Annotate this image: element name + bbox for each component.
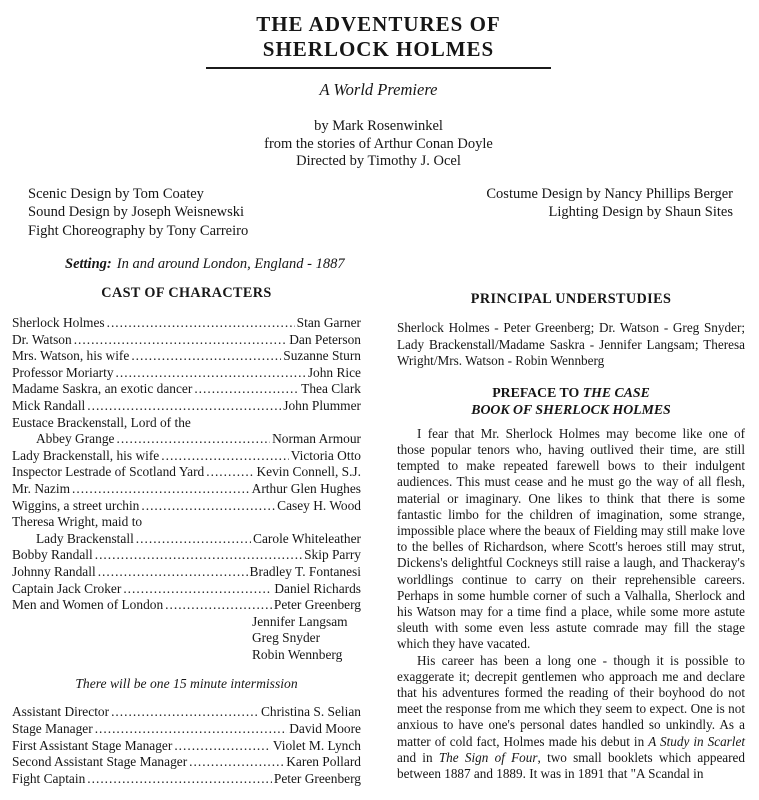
cast-row xyxy=(12,348,361,365)
role-name: Lady Brackenstall, his wife xyxy=(12,447,160,463)
design-credits-right xyxy=(486,185,733,241)
understudies-text: Sherlock Holmes - Peter Greenberg; Dr. Watson - Greg Snyder; Lady Brackenstall/Madame Saskra - Jennifer Langsam; Theresa Wright/Mrs. Watson - Robin Wennberg xyxy=(397,320,745,369)
actor-name: Peter Greenberg xyxy=(273,770,361,786)
staff-row xyxy=(12,704,361,721)
dot-leader xyxy=(98,564,248,581)
preface-paragraph xyxy=(397,426,745,653)
director-byline: Directed by Timothy J. Ocel xyxy=(296,153,461,169)
dot-leader xyxy=(174,738,271,755)
cast-row xyxy=(12,630,361,647)
actor-name: Dan Peterson xyxy=(289,331,361,347)
actor-name: Carole Whiteleather xyxy=(253,530,361,546)
actor-name: Victoria Otto xyxy=(290,447,361,463)
role-name: First Assistant Stage Manager xyxy=(12,737,173,753)
cast-row xyxy=(12,381,361,398)
cast-row xyxy=(12,315,361,332)
role-name: Sherlock Holmes xyxy=(12,315,105,330)
dot-leader xyxy=(95,547,302,564)
dot-leader xyxy=(87,398,281,415)
dot-leader xyxy=(136,531,251,548)
actor-name: John Rice xyxy=(307,364,361,380)
design-credits xyxy=(12,185,745,241)
text-run: , two small booklets which appeared between 1887 and 1889. It was in 1891 that "A Scandal in xyxy=(397,749,746,782)
byline-block xyxy=(12,118,745,171)
role-name: Fight Captain xyxy=(12,770,86,786)
preface-heading-plain: PREFACE TO xyxy=(492,384,580,400)
dot-leader xyxy=(74,332,288,349)
role-name: Eustace Brackenstall, Lord of the xyxy=(12,414,191,430)
cast-row xyxy=(12,647,361,664)
role-name: Mrs. Watson, his wife xyxy=(12,348,130,364)
staff-row xyxy=(12,754,361,771)
preface-paragraph xyxy=(397,653,745,783)
actor-name: Stan Garner xyxy=(296,315,361,330)
premiere-note: A World Premiere xyxy=(319,80,438,99)
role-name: Captain Jack Croker xyxy=(12,580,122,596)
cast-row xyxy=(12,365,361,382)
cast-row xyxy=(12,581,361,598)
actor-name: Robin Wennberg xyxy=(252,646,343,662)
role-name: Johnny Randall xyxy=(12,563,96,579)
dot-leader xyxy=(72,481,250,498)
dot-leader xyxy=(141,498,275,515)
credit-line: Lighting Design by Shaun Sites xyxy=(548,204,733,220)
role-name: Mick Randall xyxy=(12,397,86,413)
dot-leader xyxy=(116,431,270,448)
role-name: Second Assistant Stage Manager xyxy=(12,754,188,770)
role-name: Stage Manager xyxy=(12,721,93,737)
preface-heading xyxy=(397,384,745,418)
actor-name: Skip Parry xyxy=(304,547,361,563)
dot-leader xyxy=(111,704,259,721)
cast-row xyxy=(12,415,361,432)
cast-row xyxy=(12,531,361,548)
dot-leader xyxy=(161,448,289,465)
role-name: Assistant Director xyxy=(12,704,110,720)
source-byline: from the stories of Arthur Conan Doyle xyxy=(264,135,493,152)
role-name: Madame Saskra, an exotic dancer xyxy=(12,381,193,397)
cast-row xyxy=(12,398,361,415)
cast-list xyxy=(12,315,361,663)
dot-leader xyxy=(165,597,272,614)
book-title: A Study in Scarlet xyxy=(648,733,745,749)
actor-name: Casey H. Wood xyxy=(277,497,361,513)
actor-name: Thea Clark xyxy=(301,381,361,397)
credit-line: Costume Design by Nancy Phillips Berger xyxy=(486,185,733,202)
actor-name: Bradley T. Fontanesi xyxy=(249,563,361,579)
cast-row xyxy=(12,481,361,498)
role-name: Lady Brackenstall xyxy=(36,530,134,546)
cast-row xyxy=(12,332,361,349)
actor-name: Jennifer Langsam xyxy=(252,613,348,629)
design-credits-left xyxy=(28,185,248,241)
actor-name: Karen Pollard xyxy=(286,754,361,770)
actor-name: Peter Greenberg xyxy=(273,597,361,613)
cast-row xyxy=(12,431,361,448)
title-rule xyxy=(206,67,551,69)
dot-leader xyxy=(87,771,272,788)
actor-name: Violet M. Lynch xyxy=(272,737,361,753)
role-name: Wiggins, a street urchin xyxy=(12,497,140,513)
masthead xyxy=(12,12,745,171)
cast-row xyxy=(12,514,361,531)
cast-row xyxy=(12,597,361,614)
dot-leader xyxy=(194,381,299,398)
dot-leader xyxy=(206,464,254,481)
preface-body xyxy=(397,426,745,782)
setting-value: In and around London, England - 1887 xyxy=(116,256,345,272)
show-title-line-2: SHERLOCK HOLMES xyxy=(262,37,495,61)
intermission-note: There will be one 15 minute intermission xyxy=(75,676,298,692)
actor-name: Kevin Connell, S.J. xyxy=(256,464,361,480)
actor-name: David Moore xyxy=(289,721,361,737)
dot-leader xyxy=(107,315,295,332)
preface-heading-book-title-line2: BOOK OF SHERLOCK HOLMES xyxy=(471,401,671,417)
show-title xyxy=(12,12,745,62)
actor-name: Greg Snyder xyxy=(252,630,321,646)
text-run: I fear that Mr. Sherlock Holmes may become like one of those popular tenors who, having outlived their time, are still tempted to make repeated farewell bows to their indulgent audiences. This must cease and he must go the way of all flesh, material or imaginary. One likes to think that there is some fantastic limbo for the children of imagination, some strange, impossible place where the beaux of Fielding may still make love to the belles of Richardson, where Scott's heroes still may strut, Dickens's delightful Cockneys still raise a laugh, and Thackeray's worldlings continue to carry on their reprehensible careers. Perhaps in some humble corner of such a Valhalla, Sherlock and his Watson may for a time find a place, while some more astute sleuth with some even less astute comrade may fill the stage which they have vacated. xyxy=(397,425,745,652)
role-name: Inspector Lestrade of Scotland Yard xyxy=(12,464,205,480)
role-name: Mr. Nazim xyxy=(12,480,71,496)
text-run: and in xyxy=(397,749,439,765)
book-title: The Sign of Four xyxy=(438,749,538,765)
role-name: Dr. Watson xyxy=(12,331,72,347)
cast-row xyxy=(12,564,361,581)
setting-line xyxy=(12,256,745,273)
cast-row xyxy=(12,464,361,481)
actor-name: John Plummer xyxy=(283,397,361,413)
staff-row xyxy=(12,721,361,738)
understudies-heading: PRINCIPAL UNDERSTUDIES xyxy=(470,291,672,307)
role-name: Bobby Randall xyxy=(12,547,93,563)
staff-list xyxy=(12,704,361,787)
preface-heading-book-title-line1: THE CASE xyxy=(582,384,650,400)
cast-heading: CAST OF CHARACTERS xyxy=(101,285,272,301)
text-run: His career has been a long one - though it is possible to exaggerate it; decrepit gentlemen who approach me and declare that his adventures formed the reading of their boyhood do not meet the response from me which they seem to expect. One is not anxious to have one's personal dates handled so unkindly. As a matter of cold fact, Holmes made his debut in xyxy=(397,652,745,749)
role-name: Theresa Wright, maid to xyxy=(12,514,143,530)
cast-row xyxy=(12,547,361,564)
actor-name: Norman Armour xyxy=(272,431,361,447)
actor-name: Suzanne Sturn xyxy=(283,348,361,364)
program-columns xyxy=(12,285,745,787)
cast-row xyxy=(12,448,361,465)
dot-leader xyxy=(131,348,281,365)
setting-label: Setting: xyxy=(65,256,112,272)
dot-leader xyxy=(189,754,284,771)
credit-line: Sound Design by Joseph Weisnewski xyxy=(28,204,245,220)
actor-name: Christina S. Selian xyxy=(260,704,361,720)
role-name: Abbey Grange xyxy=(36,431,115,447)
dot-leader xyxy=(123,581,272,598)
credit-line: Fight Choreography by Tony Carreiro xyxy=(28,222,249,239)
dot-leader xyxy=(116,365,306,382)
credit-line: Scenic Design by Tom Coatey xyxy=(28,185,204,202)
dot-leader xyxy=(95,721,288,738)
cast-row xyxy=(12,498,361,515)
staff-row xyxy=(12,738,361,755)
actor-name: Arthur Glen Hughes xyxy=(251,480,361,496)
understudies-column xyxy=(397,285,745,787)
playwright-byline: by Mark Rosenwinkel xyxy=(314,118,443,134)
actor-name: Daniel Richards xyxy=(274,580,361,596)
staff-row xyxy=(12,771,361,788)
role-name: Men and Women of London xyxy=(12,597,164,613)
role-name: Professor Moriarty xyxy=(12,364,114,380)
cast-column xyxy=(12,285,361,787)
show-title-line-1: THE ADVENTURES OF xyxy=(256,12,501,36)
cast-row xyxy=(12,614,361,631)
